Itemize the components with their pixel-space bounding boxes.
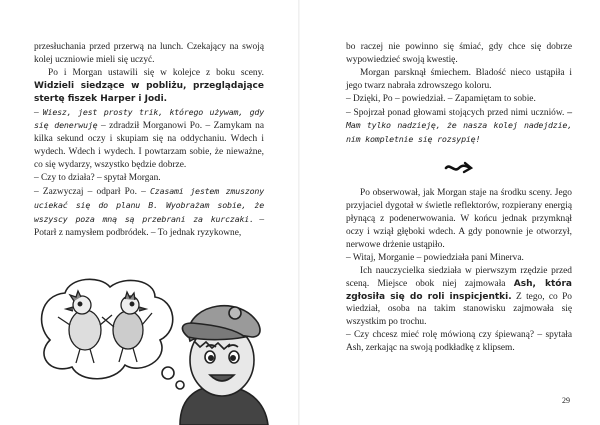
text-segment: Z tego, co Po wiedział, osoba na takim stanowisku zajmowała się wszystkim po trochu.	[346, 291, 572, 328]
handwritten-text: Czasami jestem zmuszony uciekać się do planu B. Wyobrażam sobie, że wszyscy poza mną są przebrani za kurczaki.	[34, 185, 264, 224]
text-segment: Po obserwował, jak Morgan staje na środku sceny. Jego przyjaciel dygotał w świetle reflektorów, rozpierany energią płynącą z podenerwowania. W końcu jednak przymknął oczy i wziął głęboki wdech. A gdy ponownie je otworzył, nerwowe drżenie ustąpiło.	[346, 188, 572, 250]
paragraph	[346, 265, 572, 330]
handwritten-text: Wiesz, jest prosty trik, którego używam, gdy się denerwuję	[34, 106, 264, 131]
page-number: 29	[562, 396, 570, 405]
paragraph	[346, 67, 572, 93]
text-segment: – Witaj, Morganie – powiedziała pani Minerva.	[346, 252, 524, 263]
text-segment: Po i Morgan ustawili się w kolejce z boku sceny.	[48, 67, 264, 78]
text-segment: – Czy to działa? – spytał Morgan.	[34, 173, 161, 184]
paragraph	[34, 185, 264, 240]
left-text-column	[34, 41, 264, 240]
text-segment: przesłuchania przed przerwą na lunch. Czekający na swoją kolej uczniowie mieli się uczyć.	[34, 42, 264, 65]
paragraph	[346, 187, 572, 252]
text-segment: – Spojrzał ponad głowami stojących przed nimi uczniów.	[346, 107, 568, 118]
right-text-column	[346, 41, 572, 355]
right-page	[300, 0, 600, 425]
paragraph	[346, 41, 572, 67]
text-segment: Morgan parsknął śmiechem. Bladość nieco ustąpiła i jego twarz nabrała zdrowszego koloru.	[346, 67, 572, 91]
handwritten-text: – Mam tylko nadzieję, że nasza kolej nadejdzie, nim kompletnie się rozsypię!	[346, 106, 572, 145]
bold-text: Ash, która zgłosiła się do roli inspicjentki.	[346, 278, 572, 302]
paragraph	[346, 252, 572, 265]
text-segment: – Zazwyczaj – odparł Po. –	[34, 186, 151, 197]
squiggle-arrow-icon	[444, 159, 474, 177]
text-segment: –	[34, 107, 43, 118]
text-segment: Ich nauczycielka siedziała w pierwszym rzędzie przed sceną. Miejsce obok niej zajmowała	[346, 265, 572, 289]
chicken-daydream-illustration	[30, 275, 270, 425]
paragraph	[34, 172, 264, 185]
text-segment: – Dzięki, Po – powiedział. – Zapamiętam to sobie.	[346, 93, 536, 104]
paragraph	[34, 41, 264, 67]
text-segment: – Czy chcesz mieć rolę mówioną czy śpiewaną? – spytała Ash, zerkając na swoją podkładkę z klipsem.	[346, 330, 572, 354]
bold-text: Widzieli siedzące w pobliżu, przeglądające stertę fiszek Harper i Jodi.	[34, 80, 264, 104]
paragraph	[346, 106, 572, 148]
scene-separator	[346, 147, 572, 187]
text-segment: – Potarł z namysłem podbródek. – To jednak ryzykowne,	[34, 214, 265, 238]
paragraph	[346, 93, 572, 106]
text-segment: bo raczej nie powinno się śmiać, gdy chce się dobrze wypowiedzieć swoją kwestię.	[346, 42, 572, 65]
paragraph	[34, 106, 264, 173]
boy-with-cap-icon	[180, 306, 268, 425]
paragraph	[346, 329, 572, 355]
text-segment: – zdradził Morganowi Po. – Zamykam na kilka sekund oczy i skupiam się na oddychaniu. Wdech i wydech. Wdech i wydech. I powtarzam sobie, że nieważne, co się wydarzy, wszystko będzie dobrze.	[34, 121, 264, 171]
paragraph	[34, 67, 264, 106]
